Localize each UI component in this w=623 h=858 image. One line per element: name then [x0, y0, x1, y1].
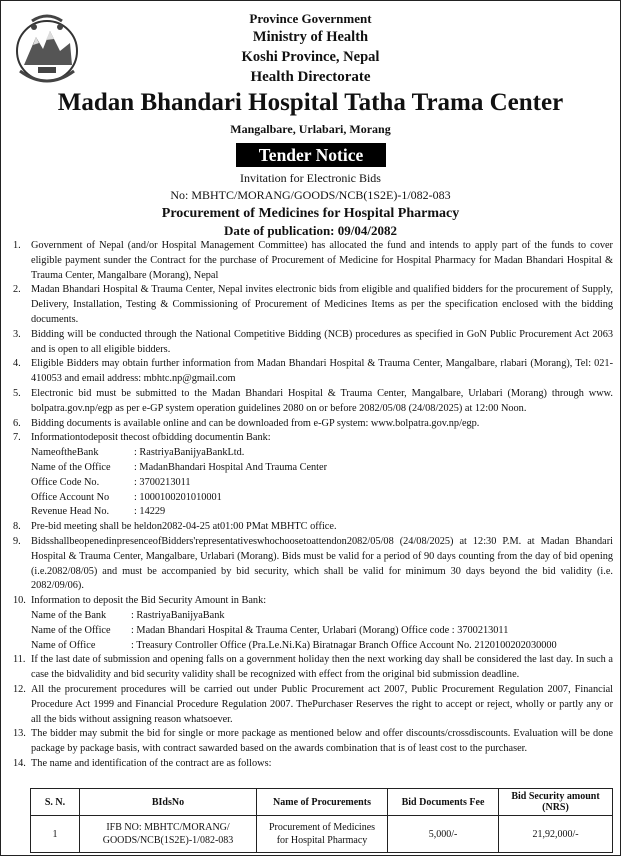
cell-bid-fee: 5,000/- [388, 816, 499, 853]
bank-detail-row [31, 446, 613, 461]
item-text: Electronic bid must be submitted to the Madan Bhandari Hospital & Trauma Center, Mangalbare, Urlabari (Morang) through www. bolpatra.gov.np/egp as per e-GP system operation guidelines 2080 on or before 2082/05/08 (24/08/2025) at 12:00 Noon. [31, 387, 613, 414]
bank-detail-value: : MadanBhandari Hospital And Trauma Center [134, 461, 328, 473]
list-item [13, 594, 613, 609]
item-number: 4. [13, 358, 21, 370]
bank-detail-row [31, 461, 613, 476]
list-item [13, 239, 613, 283]
province-government: Province Government [249, 11, 372, 26]
item-text: If the last date of submission and opening falls on a government holiday then the next working day shall be considered the last day. In such a case the bidvalidity and bid security validity shall be recognized with effect from the original bid submission deadline. [31, 654, 613, 681]
notice-number: No: MBHTC/MORANG/GOODS/NCB(1S2E)-1/082-083 [170, 188, 451, 202]
directorate-title: Health Directorate [250, 69, 371, 85]
bank-detail-row [31, 476, 613, 491]
publication-date: Date of publication: 09/04/2082 [224, 223, 397, 238]
item-number: 13. [13, 728, 26, 740]
procurement-line-1: Procurement of Medicines [268, 822, 376, 833]
hospital-name: Madan Bhandari Hospital Tatha Trama Center [57, 89, 564, 116]
item-number: 7. [13, 432, 21, 444]
bank-detail-label: Name of the Bank [31, 609, 107, 621]
item-text: Informationtodeposit thecost ofbidding documentin Bank: [31, 432, 271, 444]
item-text: The name and identification of the contract are as follows: [31, 757, 272, 769]
item-text: Pre-bid meeting shall be heldon2082-04-25 at01:00 PMat MBHTC office. [31, 521, 337, 533]
item-number: 1. [13, 240, 21, 251]
bank-detail-value: : Madan Bhandari Hospital & Trauma Center, Urlabari (Morang) Office code : 3700213011 [131, 624, 509, 636]
item-number: 8. [13, 521, 21, 533]
invitation-line: Invitation for Electronic Bids [240, 171, 381, 185]
bank-detail-value: : 3700213011 [134, 476, 191, 488]
contract-table [30, 788, 613, 853]
list-item [13, 328, 613, 358]
list-item [13, 653, 613, 683]
list-item [13, 535, 613, 594]
item-number: 5. [13, 387, 21, 399]
bank-detail-row [31, 505, 613, 520]
item-text: BidsshallbeopenedinpresenceofBidders'representativeswhochoosetoattendon2082/05/08 (24/08/2025) at 12:30 P.M. at Madan Bhandari Hospital & Trauma Center, Mangalbare, Urlabari (Morang). Bids must be valid for a period of 90 days counting from the day of bid opening (i.e.2082/08/05) and must be accompanied by bid security, which shall be valid for minimum 30 days beyond the bid validity (i.e. 2082/09/06). [31, 535, 613, 592]
item-number: 10. [13, 595, 26, 607]
item-text: Bidding documents is available online and can be downloaded from e-GP system: www.bolpatra.gov.np/egp. [31, 417, 480, 429]
tender-notice-badge: Tender Notice [236, 143, 386, 167]
header-sn: S. N. [31, 789, 80, 816]
item-number: 11. [13, 654, 26, 666]
item-text: The bidder may submit the bid for single or more package as mentioned below and offer discounts/crossdiscounts. Evaluation will be done package by package basis, with contract sawarded based on the awards combination that is of least cost to the purchaser. [31, 728, 613, 755]
bank-detail-row [31, 624, 613, 639]
province-name: Koshi Province, Nepal [241, 49, 380, 65]
header-procurement-name: Name of Procurements [257, 789, 388, 816]
procurement-title: Procurement of Medicines for Hospital Pharmacy [161, 206, 460, 221]
bank-detail-label: NameoftheBank [31, 447, 99, 459]
bank-detail-value: : 14229 [134, 506, 166, 518]
item-text: Madan Bhandari Hospital & Trauma Center, Nepal invites electronic bids from eligible and qualified bidders for the procurement of Supply, Delivery, Installation, Testing & Commissioning of Procurement of Medicines Items as per the specification enclosed with the bidding documents. [31, 284, 613, 325]
bank-detail-label: Revenue Head No. [31, 506, 110, 518]
item-number: 6. [13, 417, 21, 429]
list-item [13, 520, 613, 535]
bank-detail-value: : 1000100201010001 [134, 491, 222, 503]
list-item [13, 387, 613, 417]
list-item [13, 357, 613, 387]
item-text: All the procurement procedures will be carried out under Public Procurement act 2007, Public Procurement Regulation 2007, Financial Procedure Act 1999 and Financial Procedure Regulation 2007. ThePurchaser Reserves the right to accept or reject, wholly or partly any or all the bids without assigning reason whatsoever. [31, 683, 613, 725]
item-text: Bidding will be conducted through the National Competitive Bidding (NCB) procedures as specified in GoN Public Procurement Act 2063 and is open to all eligible bidders. [31, 328, 613, 355]
bank-detail-label: Office Code No. [31, 476, 100, 488]
ministry-title: Ministry of Health [252, 29, 369, 45]
bank-detail-value: : Treasury Controller Office (Pra.Le.Ni.Ka) Biratnagar Branch Office Account No. 2120100202030000 [131, 639, 557, 651]
table-header-row [31, 789, 613, 816]
list-item [13, 727, 613, 757]
item-number: 14. [13, 757, 26, 769]
item-text: Government of Nepal (and/or Hospital Management Committee) has allocated the fund and intends to apply part of the funds to cover eligible payment sunder the Contract for the purchase of Procurement of Medicine for Hospital Pharmacy for Madan Bhandari Hospital & Trauma Center, Mangalbare (Morang), Nepal [31, 240, 613, 281]
list-item [13, 417, 613, 432]
list-item [13, 283, 613, 327]
bank-detail-label: Name of Office [31, 639, 96, 651]
hospital-address: Mangalbare, Urlabari, Morang [230, 122, 391, 136]
item-text: Eligible Bidders may obtain further information from Madan Bhandari Hospital & Trauma Center, Mangalbare, rlabari (Morang), Tel: 021-410053 and email address: mbhtc.np@gmail.com [31, 358, 613, 385]
list-item [13, 757, 613, 772]
bank-detail-label: Office Account No [31, 491, 110, 503]
item-number: 3. [13, 328, 21, 340]
bank-detail-value: : RastriyaBanijyaBank [131, 609, 225, 621]
cell-sn: 1 [31, 816, 80, 853]
bank-detail-label: Name of the Office [31, 624, 111, 636]
item-text: Information to deposit the Bid Security Amount in Bank: [31, 595, 267, 607]
procurement-line-2: for Hospital Pharmacy [276, 835, 368, 846]
bank-detail-value: : RastriyaBanijyaBankLtd. [134, 447, 245, 459]
list-item [13, 431, 613, 446]
cell-bid-no [80, 816, 257, 853]
notice-body [13, 239, 613, 772]
list-item [13, 683, 613, 727]
bank-detail-label: Name of the Office [31, 461, 111, 473]
header-bid-fee: Bid Documents Fee [388, 789, 499, 816]
bid-no-line-1: IFB NO: MBHTC/MORANG/ [106, 822, 230, 833]
bank-detail-row [31, 639, 613, 654]
header-bid-security: Bid Security amount (NRS) [499, 789, 613, 816]
table-row [31, 816, 613, 853]
bank-detail-row [31, 609, 613, 624]
header-bids-no: BIdsNo [80, 789, 257, 816]
bid-no-line-2: GOODS/NCB(1S2E)-1/082-083 [102, 835, 234, 846]
item-number: 12. [13, 683, 26, 695]
cell-procurement-name [257, 816, 388, 853]
bank-detail-row [31, 491, 613, 506]
item-number: 9. [13, 535, 21, 547]
item-number: 2. [13, 284, 21, 296]
cell-bid-security: 21,92,000/- [499, 816, 613, 853]
